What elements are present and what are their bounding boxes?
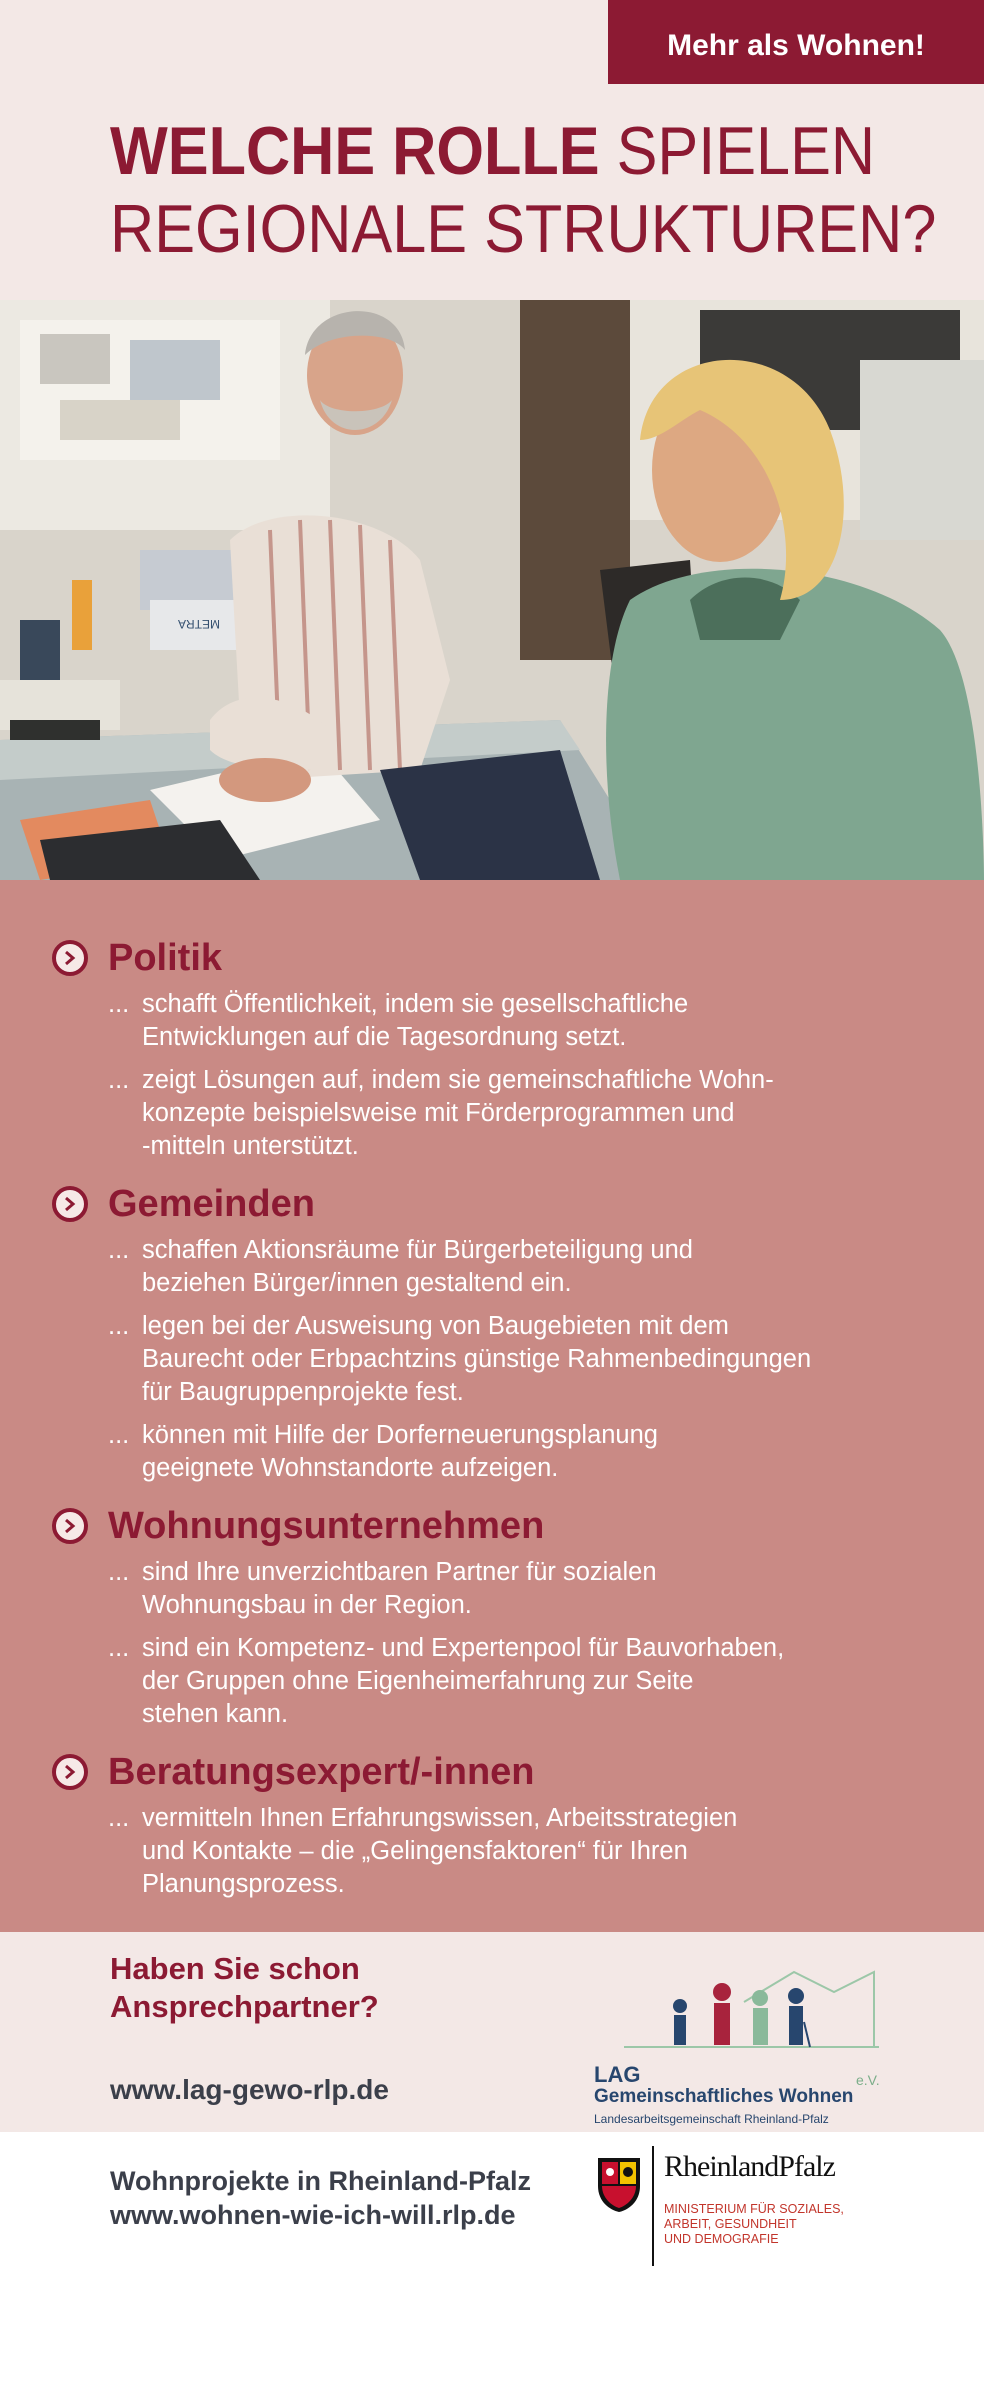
- coat-of-arms-icon: [594, 2154, 644, 2214]
- footer: [0, 2132, 984, 2386]
- headline-line-2: REGIONALE STRUKTUREN?: [110, 191, 937, 267]
- list-item-text: zeigt Lösungen auf, indem sie gemeinschaftliche Wohn- konzepte beispielsweise mit Förderprogrammen und -mitteln unterstützt.: [142, 1066, 774, 1160]
- chevron-right-icon: [52, 940, 88, 976]
- headline-bold: WELCHE ROLLE: [110, 113, 600, 189]
- ellipsis: ...: [108, 1066, 130, 1094]
- section-items: [108, 1802, 932, 1901]
- list-item: [108, 1419, 932, 1485]
- list-item: [108, 1064, 932, 1163]
- list-item: [108, 1556, 932, 1622]
- content-panel: [0, 880, 984, 1932]
- list-item-text: sind Ihre unverzichtbaren Partner für sozialen Wohnungsbau in der Region.: [142, 1558, 657, 1619]
- lag-logo: [594, 1962, 884, 2132]
- section-header: [52, 1746, 932, 1798]
- ellipsis: ...: [108, 1558, 130, 1586]
- chevron-right-icon: [52, 1186, 88, 1222]
- office-photo-illustration: [0, 300, 984, 880]
- ellipsis: ...: [108, 1312, 130, 1340]
- section-politik: [52, 932, 932, 1173]
- section-wohnungsunternehmen: [52, 1500, 932, 1741]
- footer-link[interactable]: www.wohnen-wie-ich-will.rlp.de: [110, 2200, 516, 2230]
- ministry-name: MINISTERIUM FÜR SOZIALES, ARBEIT, GESUNDHEIT UND DEMOGRAFIE: [664, 2202, 844, 2246]
- lag-organisation: Landesarbeitsgemeinschaft Rheinland-Pfalz: [594, 2112, 829, 2126]
- section-items: [108, 1234, 932, 1485]
- section-items: [108, 1556, 932, 1731]
- section-title: Wohnungsunternehmen: [108, 1504, 545, 1547]
- ellipsis: ...: [108, 1634, 130, 1662]
- list-item: [108, 1802, 932, 1901]
- list-item-text: schafft Öffentlichkeit, indem sie gesellschaftliche Entwicklungen auf die Tagesordnung setzt.: [142, 990, 689, 1051]
- list-item-text: sind ein Kompetenz- und Expertenpool für Bauvorhaben, der Gruppen ohne Eigenheimerfahrung zur Seite stehen kann.: [142, 1634, 785, 1728]
- list-item: [108, 988, 932, 1054]
- chevron-right-icon: [52, 1508, 88, 1544]
- section-header: [52, 1178, 932, 1230]
- chevron-right-icon: [52, 1754, 88, 1790]
- tagline-badge: [608, 0, 984, 84]
- lag-website-link[interactable]: www.lag-gewo-rlp.de: [110, 2074, 389, 2105]
- page-headline: [110, 112, 984, 268]
- section-gemeinden: [52, 1178, 932, 1495]
- list-item: [108, 1234, 932, 1300]
- list-item-text: schaffen Aktionsräume für Bürgerbeteiligung und beziehen Bürger/innen gestaltend ein.: [142, 1236, 693, 1297]
- contact-band: [0, 1932, 984, 2132]
- section-beratungsexperten: [52, 1746, 932, 1911]
- header-band: [0, 0, 984, 300]
- ellipsis: ...: [108, 1421, 130, 1449]
- lag-people-house-icon: [594, 1962, 884, 2062]
- contact-question: Haben Sie schon Ansprechpartner?: [110, 1951, 379, 2024]
- section-header: [52, 932, 932, 984]
- section-title: Gemeinden: [108, 1182, 315, 1225]
- list-item-text: können mit Hilfe der Dorferneuerungsplanung geeignete Wohnstandorte aufzeigen.: [142, 1421, 658, 1482]
- list-item-text: legen bei der Ausweisung von Baugebieten mit dem Baurecht oder Erbpachtzins günstige Rahmenbedingungen für Baugruppenprojekte fest.: [142, 1312, 812, 1406]
- headline-line-1: [110, 112, 936, 190]
- section-header: [52, 1500, 932, 1552]
- list-item: [108, 1310, 932, 1409]
- footer-title: Wohnprojekte in Rheinland-Pfalz: [110, 2166, 532, 2196]
- lag-ev: e.V.: [856, 2072, 880, 2088]
- ellipsis: ...: [108, 1236, 130, 1264]
- list-item-text: vermitteln Ihnen Erfahrungswissen, Arbeitsstrategien und Kontakte – die „Gelingensfaktoren“ für Ihren Planungsprozess.: [142, 1804, 738, 1898]
- section-title: Politik: [108, 936, 223, 979]
- lag-title: LAG: [594, 2062, 641, 2087]
- section-title: Beratungsexpert/-innen: [108, 1750, 535, 1793]
- rheinland-pfalz-wordmark: RheinlandPfalz: [664, 2150, 835, 2183]
- ellipsis: ...: [108, 1804, 130, 1832]
- headline-light: SPIELEN: [599, 113, 876, 189]
- binder-label: METRA: [178, 617, 220, 631]
- rheinland-pfalz-logo: [594, 2146, 894, 2296]
- list-item: [108, 1632, 932, 1731]
- logo-divider: [652, 2146, 654, 2266]
- lag-subtitle: Gemeinschaftliches Wohnen: [594, 2086, 854, 2107]
- section-items: [108, 988, 932, 1163]
- tagline-text: Mehr als Wohnen!: [667, 29, 925, 62]
- office-photo: [0, 300, 984, 880]
- ellipsis: ...: [108, 990, 130, 1018]
